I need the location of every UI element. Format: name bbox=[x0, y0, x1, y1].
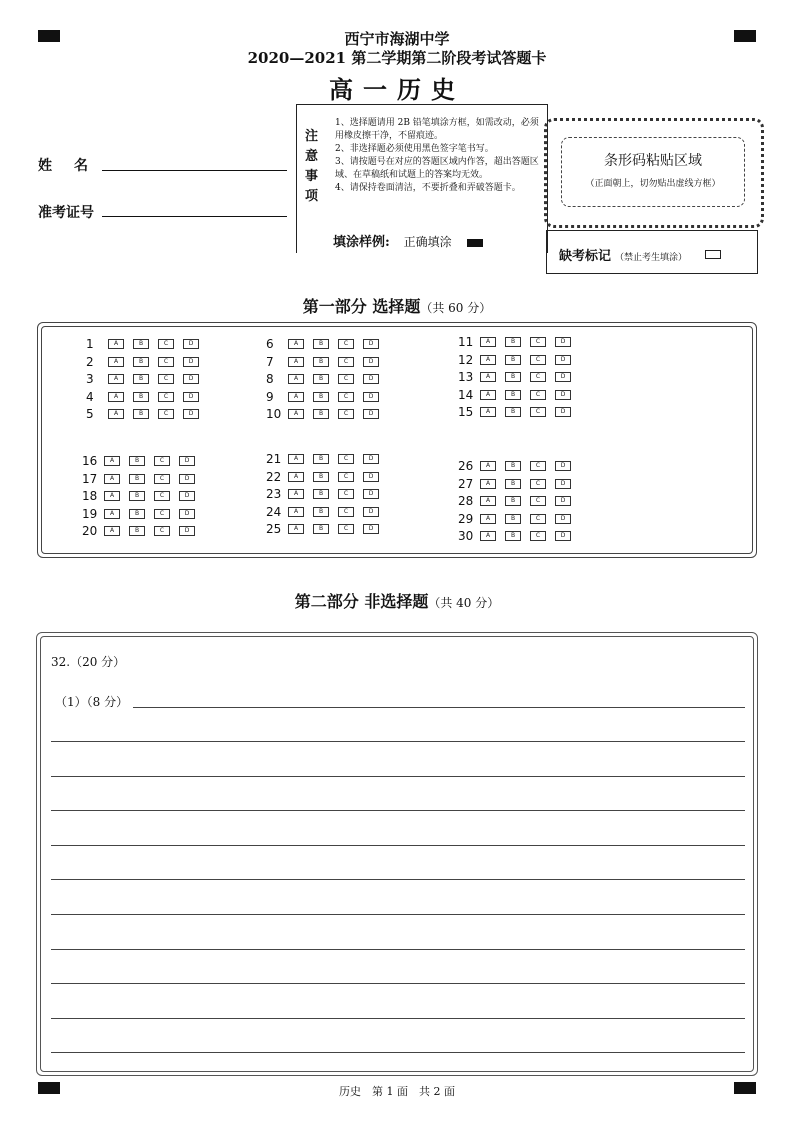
option-bubble-d[interactable]: D bbox=[183, 374, 199, 384]
answer-line[interactable] bbox=[51, 1018, 745, 1019]
barcode-dashed-frame bbox=[561, 137, 745, 207]
choice-question-row bbox=[82, 524, 204, 538]
choice-question-row bbox=[458, 494, 580, 508]
question-number: 1 bbox=[86, 337, 94, 351]
option-bubble-b[interactable]: B bbox=[505, 355, 521, 365]
question-number: 20 bbox=[82, 524, 98, 538]
question-number: 5 bbox=[86, 407, 94, 421]
option-bubble-a[interactable]: A bbox=[480, 390, 496, 400]
option-bubble-c[interactable]: C bbox=[154, 456, 170, 466]
question-number: 30 bbox=[458, 529, 474, 543]
option-bubble-c[interactable]: C bbox=[338, 409, 354, 419]
school-name: 西宁市海湖中学 bbox=[344, 30, 450, 48]
subject-title: 高一历史 bbox=[329, 75, 465, 104]
option-bubble-b[interactable]: B bbox=[313, 339, 329, 349]
choice-question-row bbox=[82, 489, 204, 503]
choice-question-row bbox=[266, 355, 388, 369]
choice-question-row bbox=[458, 477, 580, 491]
option-bubble-a[interactable]: A bbox=[480, 337, 496, 347]
answer-line[interactable] bbox=[51, 983, 745, 984]
option-bubble-a[interactable]: A bbox=[104, 526, 120, 536]
option-bubble-b[interactable]: B bbox=[129, 509, 145, 519]
option-bubble-b[interactable]: B bbox=[505, 372, 521, 382]
filled-box-icon bbox=[467, 239, 483, 247]
part2-points: （共 40 分） bbox=[428, 596, 500, 610]
subquestion-1-label: （1）（8 分） bbox=[55, 695, 129, 709]
option-bubble-b[interactable]: B bbox=[313, 507, 329, 517]
question-number: 21 bbox=[266, 452, 282, 466]
option-bubble-b[interactable]: B bbox=[133, 339, 149, 349]
choice-question-row bbox=[86, 407, 208, 421]
option-bubble-b[interactable]: B bbox=[313, 392, 329, 402]
notice-item: 1、选择题请用 2B 铅笔填涂方框，如需改动，必须用橡皮擦干净，不留痕迹。 bbox=[335, 118, 539, 141]
option-bubble-d[interactable]: D bbox=[555, 372, 571, 382]
option-bubble-b[interactable]: B bbox=[129, 526, 145, 536]
part1-points: （共 60 分） bbox=[420, 301, 492, 315]
option-bubble-a[interactable]: A bbox=[108, 374, 124, 384]
option-bubble-a[interactable]: A bbox=[104, 456, 120, 466]
option-bubble-a[interactable]: A bbox=[104, 509, 120, 519]
question-number: 12 bbox=[458, 352, 474, 367]
barcode-area bbox=[544, 118, 764, 228]
option-bubble-a[interactable]: A bbox=[480, 496, 496, 506]
notice-item: 3、请按题号在对应的答题区域内作答，超出答题区域、在草稿纸和试题上的答案均无效。 bbox=[335, 157, 539, 180]
option-bubble-c[interactable]: C bbox=[158, 339, 174, 349]
option-bubble-c[interactable]: C bbox=[530, 461, 546, 471]
option-bubble-a[interactable]: A bbox=[288, 374, 304, 384]
option-bubble-a[interactable]: A bbox=[288, 454, 304, 464]
question-number: 14 bbox=[458, 387, 474, 402]
question-number: 22 bbox=[266, 469, 282, 484]
option-bubble-b[interactable]: B bbox=[133, 409, 149, 419]
option-bubble-c[interactable]: C bbox=[338, 524, 354, 534]
question-number: 26 bbox=[458, 459, 474, 473]
option-bubble-c[interactable]: C bbox=[154, 491, 170, 501]
exam-id-field[interactable] bbox=[102, 216, 287, 217]
option-bubble-c[interactable]: C bbox=[530, 514, 546, 524]
choice-question-row bbox=[86, 372, 208, 386]
question-number: 29 bbox=[458, 511, 474, 526]
option-bubble-b[interactable]: B bbox=[505, 461, 521, 471]
absent-checkbox[interactable] bbox=[705, 250, 721, 259]
option-bubble-a[interactable]: A bbox=[104, 474, 120, 484]
question-number: 18 bbox=[82, 489, 98, 503]
option-bubble-c[interactable]: C bbox=[338, 392, 354, 402]
part2-title bbox=[0, 589, 794, 612]
option-bubble-d[interactable]: D bbox=[179, 491, 195, 501]
choice-question-row bbox=[458, 353, 580, 367]
option-bubble-b[interactable]: B bbox=[129, 491, 145, 501]
choice-question-row bbox=[266, 390, 388, 404]
option-bubble-a[interactable]: A bbox=[480, 479, 496, 489]
option-bubble-b[interactable]: B bbox=[313, 524, 329, 534]
option-bubble-d[interactable]: D bbox=[555, 355, 571, 365]
option-bubble-b[interactable]: B bbox=[505, 337, 521, 347]
absent-label-text: 缺考标记 bbox=[559, 249, 612, 264]
option-bubble-b[interactable]: B bbox=[505, 479, 521, 489]
option-bubble-d[interactable]: D bbox=[555, 514, 571, 524]
option-bubble-a[interactable]: A bbox=[288, 392, 304, 402]
page-footer: 历史 第 1 面 共 2 面 bbox=[339, 1085, 455, 1098]
choice-question-row bbox=[86, 355, 208, 369]
option-bubble-b[interactable]: B bbox=[313, 489, 329, 499]
option-bubble-a[interactable]: A bbox=[480, 531, 496, 541]
answer-line[interactable] bbox=[51, 1052, 745, 1053]
exam-title: 2020—2021 第二学期第二阶段考试答题卡 bbox=[247, 49, 547, 67]
answer-line[interactable] bbox=[51, 776, 745, 777]
question-number: 3 bbox=[86, 372, 94, 386]
option-bubble-d[interactable]: D bbox=[183, 409, 199, 419]
option-bubble-d[interactable]: D bbox=[363, 374, 379, 384]
question-number: 24 bbox=[266, 504, 282, 519]
option-bubble-c[interactable]: C bbox=[338, 339, 354, 349]
answer-line[interactable] bbox=[133, 707, 745, 708]
option-bubble-a[interactable]: A bbox=[480, 407, 496, 417]
option-bubble-a[interactable]: A bbox=[108, 392, 124, 402]
option-bubble-a[interactable]: A bbox=[108, 409, 124, 419]
question-number: 15 bbox=[458, 405, 474, 419]
name-label: 姓 名 bbox=[38, 158, 92, 174]
option-bubble-d[interactable]: D bbox=[363, 472, 379, 482]
question-number: 19 bbox=[82, 506, 98, 521]
option-bubble-d[interactable]: D bbox=[179, 456, 195, 466]
question-number: 17 bbox=[82, 471, 98, 486]
choice-question-row bbox=[458, 405, 580, 419]
option-bubble-c[interactable]: C bbox=[338, 507, 354, 517]
choice-question-row bbox=[266, 372, 388, 386]
option-bubble-b[interactable]: B bbox=[505, 390, 521, 400]
option-bubble-c[interactable]: C bbox=[530, 372, 546, 382]
written-answer-area bbox=[36, 632, 758, 1076]
choice-question-row bbox=[266, 505, 388, 519]
option-bubble-a[interactable]: A bbox=[480, 461, 496, 471]
option-bubble-d[interactable]: D bbox=[363, 454, 379, 464]
option-bubble-d[interactable]: D bbox=[363, 507, 379, 517]
question-number: 27 bbox=[458, 476, 474, 491]
option-bubble-d[interactable]: D bbox=[555, 390, 571, 400]
option-bubble-d[interactable]: D bbox=[363, 524, 379, 534]
option-bubble-a[interactable]: A bbox=[288, 472, 304, 482]
option-bubble-c[interactable]: C bbox=[530, 531, 546, 541]
notice-item: 2、非选择题必须使用黑色签字笔书写。 bbox=[335, 144, 494, 154]
fill-sample-label: 填涂样例: bbox=[333, 235, 390, 250]
question-number: 6 bbox=[266, 337, 274, 351]
question-number: 13 bbox=[458, 370, 474, 384]
choice-question-row bbox=[82, 472, 204, 486]
question-number: 23 bbox=[266, 487, 282, 501]
question-number: 16 bbox=[82, 454, 98, 468]
option-bubble-c[interactable]: C bbox=[530, 496, 546, 506]
answer-line[interactable] bbox=[51, 810, 745, 811]
option-bubble-d[interactable]: D bbox=[363, 489, 379, 499]
option-bubble-b[interactable]: B bbox=[313, 472, 329, 482]
question-number: 2 bbox=[86, 354, 94, 369]
option-bubble-b[interactable]: B bbox=[313, 374, 329, 384]
option-bubble-c[interactable]: C bbox=[154, 474, 170, 484]
answer-line[interactable] bbox=[51, 845, 745, 846]
option-bubble-c[interactable]: C bbox=[158, 357, 174, 367]
option-bubble-a[interactable]: A bbox=[288, 507, 304, 517]
barcode-note: （正面朝上，切勿贴出虚线方框） bbox=[585, 179, 721, 189]
written-inner-frame bbox=[40, 636, 754, 1072]
question-number: 28 bbox=[458, 494, 474, 508]
option-bubble-a[interactable]: A bbox=[480, 355, 496, 365]
option-bubble-b[interactable]: B bbox=[505, 531, 521, 541]
option-bubble-b[interactable]: B bbox=[133, 374, 149, 384]
option-bubble-d[interactable]: D bbox=[183, 392, 199, 402]
option-bubble-c[interactable]: C bbox=[530, 337, 546, 347]
question-number: 25 bbox=[266, 522, 282, 536]
option-bubble-d[interactable]: D bbox=[363, 357, 379, 367]
option-bubble-b[interactable]: B bbox=[313, 454, 329, 464]
question-number: 11 bbox=[458, 335, 474, 349]
question-number: 8 bbox=[266, 372, 274, 386]
option-bubble-c[interactable]: C bbox=[154, 509, 170, 519]
option-bubble-c[interactable]: C bbox=[154, 526, 170, 536]
option-bubble-d[interactable]: D bbox=[179, 509, 195, 519]
answer-line[interactable] bbox=[51, 914, 745, 915]
option-bubble-d[interactable]: D bbox=[555, 496, 571, 506]
option-bubble-b[interactable]: B bbox=[313, 357, 329, 367]
name-field[interactable] bbox=[102, 170, 287, 171]
fill-sample bbox=[333, 231, 483, 250]
part1-title-text: 第一部分 选择题 bbox=[302, 297, 421, 316]
option-bubble-c[interactable]: C bbox=[530, 407, 546, 417]
option-bubble-b[interactable]: B bbox=[505, 496, 521, 506]
option-bubble-b[interactable]: B bbox=[129, 456, 145, 466]
option-bubble-b[interactable]: B bbox=[129, 474, 145, 484]
option-bubble-c[interactable]: C bbox=[530, 390, 546, 400]
choice-question-row bbox=[82, 507, 204, 521]
option-bubble-d[interactable]: D bbox=[363, 339, 379, 349]
option-bubble-a[interactable]: A bbox=[288, 524, 304, 534]
option-bubble-d[interactable]: D bbox=[555, 479, 571, 489]
question-number: 9 bbox=[266, 389, 274, 404]
option-bubble-c[interactable]: C bbox=[530, 479, 546, 489]
option-bubble-d[interactable]: D bbox=[555, 461, 571, 471]
question-number: 10 bbox=[266, 407, 282, 421]
option-bubble-b[interactable]: B bbox=[313, 409, 329, 419]
option-bubble-a[interactable]: A bbox=[108, 339, 124, 349]
choice-question-row bbox=[458, 388, 580, 402]
absent-note: （禁止考生填涂） bbox=[615, 253, 688, 263]
option-bubble-a[interactable]: A bbox=[104, 491, 120, 501]
choice-question-row bbox=[266, 522, 388, 536]
answer-line[interactable] bbox=[51, 949, 745, 950]
option-bubble-c[interactable]: C bbox=[338, 454, 354, 464]
part2-title-text: 第二部分 非选择题 bbox=[294, 592, 429, 611]
notice-item: 4、请保持卷面清洁，不要折叠和弄破答题卡。 bbox=[335, 183, 521, 193]
option-bubble-d[interactable]: D bbox=[555, 531, 571, 541]
part1-title bbox=[0, 294, 794, 317]
option-bubble-c[interactable]: C bbox=[158, 392, 174, 402]
choice-question-row bbox=[86, 390, 208, 404]
option-bubble-d[interactable]: D bbox=[363, 392, 379, 402]
notice-list bbox=[335, 117, 541, 195]
absent-mark-box bbox=[546, 230, 758, 274]
choice-question-row bbox=[458, 370, 580, 384]
option-bubble-d[interactable]: D bbox=[183, 339, 199, 349]
option-bubble-a[interactable]: A bbox=[288, 489, 304, 499]
option-bubble-d[interactable]: D bbox=[363, 409, 379, 419]
option-bubble-a[interactable]: A bbox=[480, 372, 496, 382]
notice-box bbox=[296, 104, 548, 253]
exam-id-label: 准考证号 bbox=[38, 205, 94, 221]
notice-title: 注意事项 bbox=[305, 129, 319, 204]
choice-question-row bbox=[266, 470, 388, 484]
option-bubble-c[interactable]: C bbox=[338, 357, 354, 367]
option-bubble-c[interactable]: C bbox=[338, 374, 354, 384]
barcode-title: 条形码粘贴区域 bbox=[604, 153, 702, 169]
option-bubble-a[interactable]: A bbox=[108, 357, 124, 367]
option-bubble-d[interactable]: D bbox=[555, 337, 571, 347]
option-bubble-c[interactable]: C bbox=[530, 355, 546, 365]
option-bubble-a[interactable]: A bbox=[480, 514, 496, 524]
option-bubble-d[interactable]: D bbox=[179, 474, 195, 484]
choice-question-row bbox=[266, 337, 388, 351]
option-bubble-a[interactable]: A bbox=[288, 357, 304, 367]
choice-question-row bbox=[458, 529, 580, 543]
option-bubble-d[interactable]: D bbox=[179, 526, 195, 536]
absent-label bbox=[559, 245, 687, 264]
option-bubble-a[interactable]: A bbox=[288, 409, 304, 419]
answer-line[interactable] bbox=[51, 741, 745, 742]
option-bubble-a[interactable]: A bbox=[288, 339, 304, 349]
choice-question-row bbox=[458, 512, 580, 526]
choice-question-row bbox=[86, 337, 208, 351]
choice-question-row bbox=[458, 335, 580, 349]
option-bubble-c[interactable]: C bbox=[338, 489, 354, 499]
option-bubble-b[interactable]: B bbox=[505, 407, 521, 417]
option-bubble-c[interactable]: C bbox=[158, 409, 174, 419]
question-32-label: 32.（20 分） bbox=[51, 655, 126, 669]
choice-question-row bbox=[266, 452, 388, 466]
answer-line[interactable] bbox=[51, 879, 745, 880]
question-number: 4 bbox=[86, 389, 94, 404]
option-bubble-b[interactable]: B bbox=[505, 514, 521, 524]
option-bubble-d[interactable]: D bbox=[555, 407, 571, 417]
choice-question-row bbox=[266, 407, 388, 421]
option-bubble-b[interactable]: B bbox=[133, 392, 149, 402]
choice-question-row bbox=[82, 454, 204, 468]
option-bubble-c[interactable]: C bbox=[158, 374, 174, 384]
option-bubble-d[interactable]: D bbox=[183, 357, 199, 367]
fill-correct-label: 正确填涂 bbox=[403, 235, 452, 249]
question-number: 7 bbox=[266, 354, 274, 369]
choice-question-row bbox=[266, 487, 388, 501]
option-bubble-c[interactable]: C bbox=[338, 472, 354, 482]
choice-question-row bbox=[458, 459, 580, 473]
option-bubble-b[interactable]: B bbox=[133, 357, 149, 367]
